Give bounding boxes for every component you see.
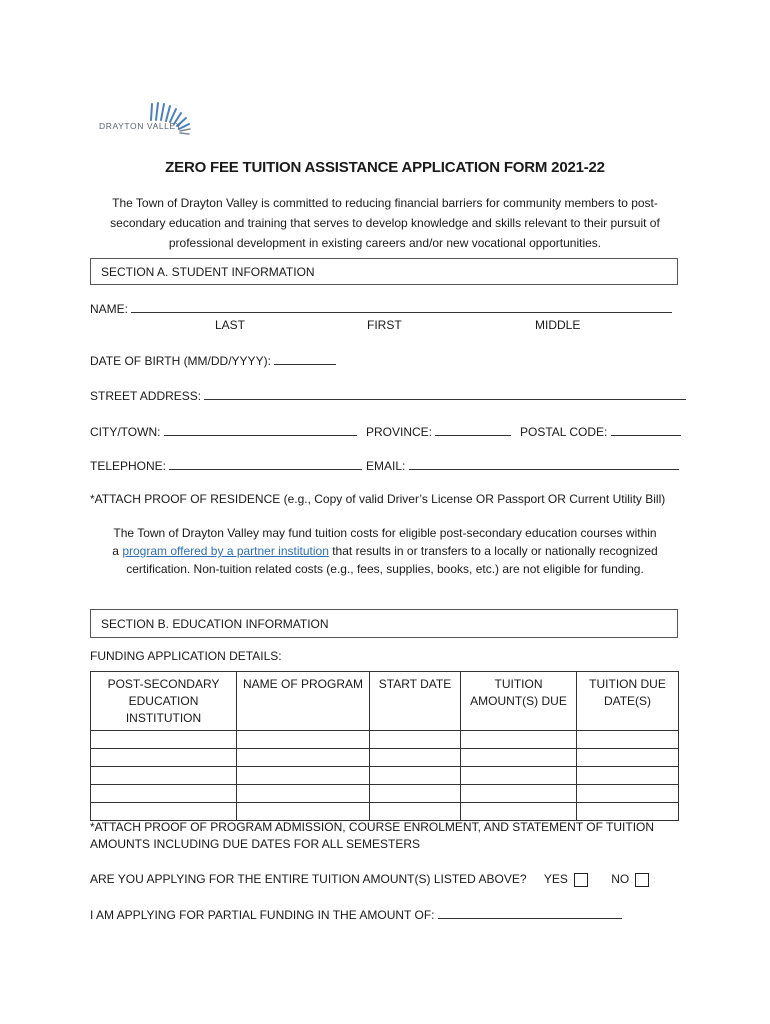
drayton-valley-logo: [96, 98, 196, 138]
table-row: [91, 767, 679, 785]
entire-amount-question: ARE YOU APPLYING FOR THE ENTIRE TUITION AMOUNT(S) LISTED ABOVE?: [90, 872, 527, 886]
partial-funding-label: I AM APPLYING FOR PARTIAL FUNDING IN THE AMOUNT OF:: [90, 908, 435, 922]
col-program: NAME OF PROGRAM: [237, 672, 370, 731]
table-cell[interactable]: [577, 731, 679, 749]
funding-line-1: The Town of Drayton Valley may fund tuition costs for eligible post-secondary education courses within: [113, 526, 657, 540]
section-b-title: SECTION B. EDUCATION INFORMATION: [101, 617, 329, 631]
name-sub-middle: MIDDLE: [535, 318, 581, 332]
table-cell[interactable]: [577, 785, 679, 803]
table-cell[interactable]: [461, 785, 577, 803]
table-row: [91, 749, 679, 767]
table-header-row: [91, 672, 679, 731]
logo-wordmark: DRAYTON VALLEY: [99, 121, 183, 131]
province-row: [366, 424, 511, 439]
postal-field[interactable]: [611, 424, 681, 436]
table-row: [91, 803, 679, 821]
city-label: CITY/TOWN:: [90, 425, 161, 439]
table-row: [91, 785, 679, 803]
no-checkbox[interactable]: [635, 873, 649, 887]
funding-paragraph: [88, 524, 682, 578]
col-tuition-amount: TUITION AMOUNT(S) DUE: [461, 672, 577, 731]
province-label: PROVINCE:: [366, 425, 433, 439]
table-cell[interactable]: [461, 749, 577, 767]
postal-label: POSTAL CODE:: [520, 425, 608, 439]
dob-row: [90, 353, 336, 368]
city-row: [90, 424, 357, 439]
table-cell[interactable]: [370, 785, 461, 803]
table-cell[interactable]: [370, 803, 461, 821]
entire-amount-row: [90, 872, 649, 887]
table-cell[interactable]: [370, 731, 461, 749]
dob-field[interactable]: [274, 353, 336, 365]
table-cell[interactable]: [577, 749, 679, 767]
funding-line-3: certification. Non-tuition related costs (e.g., fees, supplies, books, etc.) are not eligible for funding.: [126, 562, 644, 576]
name-sub-first: FIRST: [367, 318, 402, 332]
intro-paragraph: The Town of Drayton Valley is committed to reducing financial barriers for community members to post-secondary education and training that serves to develop knowledge and skills relevant to their pursuit of professional development in existing careers and/or new vocational opportunities.: [110, 196, 660, 250]
telephone-row: [90, 458, 362, 473]
table-cell[interactable]: [461, 731, 577, 749]
partial-funding-row: [90, 907, 622, 922]
funding-line-2-rest: that results in or transfers to a locally or nationally recognized: [332, 544, 658, 558]
table-cell[interactable]: [461, 767, 577, 785]
table-cell[interactable]: [237, 767, 370, 785]
section-a-header: [90, 258, 678, 285]
admission-note-line-1: *ATTACH PROOF OF PROGRAM ADMISSION, COURSE ENROLMENT, AND STATEMENT OF TUITION: [90, 820, 655, 834]
city-field[interactable]: [164, 424, 357, 436]
name-row: [90, 301, 672, 316]
street-row: [90, 388, 686, 403]
yes-checkbox[interactable]: [574, 873, 588, 887]
residence-note: *ATTACH PROOF OF RESIDENCE (e.g., Copy of valid Driver’s License OR Passport OR Current Utility Bill): [90, 492, 666, 506]
section-a-title: SECTION A. STUDENT INFORMATION: [101, 265, 315, 279]
table-cell[interactable]: [577, 803, 679, 821]
name-field[interactable]: [131, 301, 672, 313]
street-label: STREET ADDRESS:: [90, 389, 202, 403]
table-cell[interactable]: [91, 749, 237, 767]
table-cell[interactable]: [237, 731, 370, 749]
table-row: [91, 731, 679, 749]
yes-label: YES: [543, 872, 568, 886]
table-cell[interactable]: [370, 749, 461, 767]
email-field[interactable]: [409, 458, 679, 470]
admission-note-line-2: AMOUNTS INCLUDING DUE DATES FOR ALL SEMESTERS: [90, 837, 421, 851]
table-cell[interactable]: [370, 767, 461, 785]
email-label: EMAIL:: [366, 459, 406, 473]
section-b-header: [90, 609, 678, 638]
street-field[interactable]: [204, 388, 686, 400]
col-institution: POST-SECONDARY EDUCATION INSTITUTION: [91, 672, 237, 731]
partial-funding-field[interactable]: [438, 907, 622, 919]
telephone-field[interactable]: [169, 458, 362, 470]
table-cell[interactable]: [577, 767, 679, 785]
form-title: ZERO FEE TUITION ASSISTANCE APPLICATION FORM 2021-22: [165, 159, 605, 176]
dob-label: DATE OF BIRTH (MM/DD/YYYY):: [90, 354, 271, 368]
postal-row: [520, 424, 681, 439]
no-label: NO: [611, 872, 630, 886]
table-cell[interactable]: [91, 803, 237, 821]
telephone-label: TELEPHONE:: [90, 459, 167, 473]
table-cell[interactable]: [461, 803, 577, 821]
funding-line-2: [88, 542, 682, 560]
table-cell[interactable]: [91, 731, 237, 749]
funding-prefix: a: [112, 544, 119, 558]
table-cell[interactable]: [237, 803, 370, 821]
province-field[interactable]: [435, 424, 511, 436]
table-cell[interactable]: [237, 785, 370, 803]
table-cell[interactable]: [91, 785, 237, 803]
table-cell[interactable]: [237, 749, 370, 767]
name-sub-last: LAST: [215, 318, 246, 332]
partner-program-link[interactable]: program offered by a partner institution: [122, 544, 329, 558]
table-cell[interactable]: [91, 767, 237, 785]
email-row: [366, 458, 679, 473]
col-start-date: START DATE: [370, 672, 461, 731]
name-label: NAME:: [90, 302, 129, 316]
funding-table: [90, 671, 679, 821]
funding-details-label: FUNDING APPLICATION DETAILS:: [90, 649, 282, 663]
col-tuition-due-date: TUITION DUE DATE(S): [577, 672, 679, 731]
